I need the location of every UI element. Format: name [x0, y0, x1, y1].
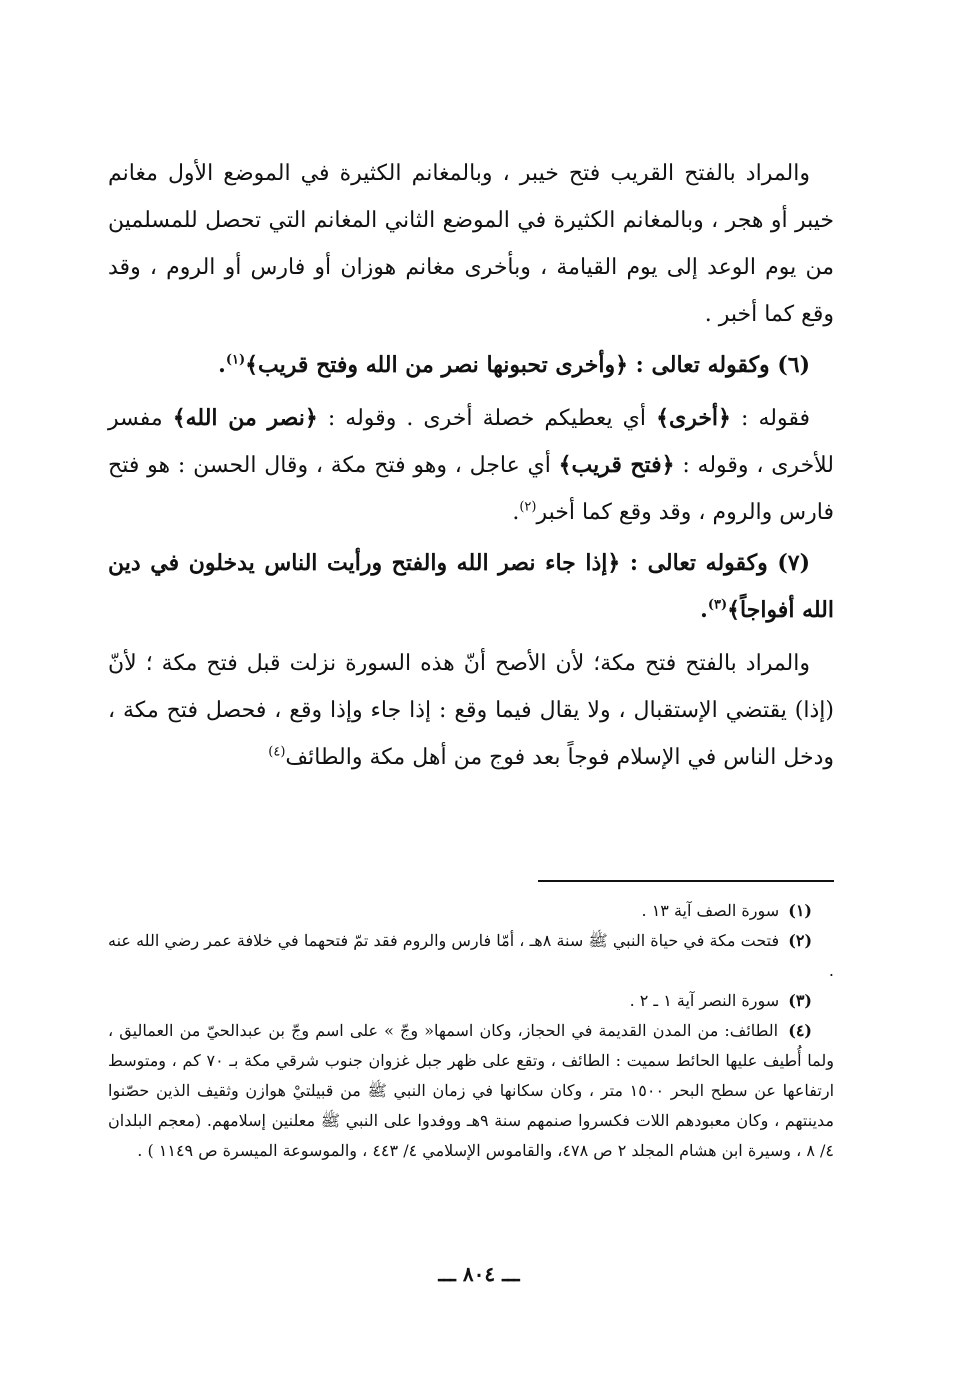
footnote-1-text: سورة الصف آية ١٣ .: [641, 901, 780, 920]
footnote-3: [108, 986, 834, 1016]
footnote-3-text: سورة النصر آية ١ ـ ٢ .: [629, 991, 780, 1010]
paragraph-1-text: والمراد بالفتح القريب فتح خيبر ، وبالمغانم الكثيرة في الموضع الأول مغانم خيبر أو هجر ، وبالمغانم الكثيرة في الموضع الثاني المغانم التي تحصل للمسلمين من يوم الوعد إلى يوم القيامة ، وبأخرى مغانم هوزان أو فارس أو الروم ، وقد وقع كما أخبر .: [108, 161, 834, 327]
paragraph-5-text: والمراد بالفتح فتح مكة؛ لأن الأصح أنّ هذه السورة نزلت قبل فتح مكة ؛ لأنّ (إذا) يقتضي الإستقبال ، ولا يقال فيما وقع : إذا جاء وإذا وقع ، فحصل فتح مكة ، ودخل الناس في الإسلام فوجاً بعد فوج من أهل مكة والطائف: [108, 651, 834, 770]
paragraph-3-text-5: .: [512, 500, 520, 525]
paragraph-1: [108, 150, 834, 338]
page-number: ـــ ٨٠٤ ـــ: [438, 1262, 520, 1286]
verse-6-prefix: (٦) وكقوله تعالى :: [628, 352, 810, 378]
verse-6-quran: ﴿وأخرى تحبونها نصر من الله وفتح قريب﴾: [245, 352, 628, 378]
paragraph-2-verse-6: [108, 342, 834, 389]
footnote-4-text: الطائف: من المدن القديمة في الحجاز، وكان اسمها« وجّ » على اسم وجّ بن عبدالحيّ من العماليق ، ولما أُطيف عليها الحائط سميت : الطائف ، وتقع على ظهر جبل غزوان جنوب شرقي مكة بـ ٧٠ كم ، ومتوسط ارتفاعها عن سطح البحر ١٥٠٠ متر ، وكان سكانها في زمان النبي ﷺ من قبيلتيْ هوازن وثقيف الذين حصّنوا مدينتهم ، وكان معبودهم اللات فكسروا صنمهم سنة ٩هـ ووفدوا على النبي ﷺ معلنين إسلامهم. (معجم البلدان ٤/ ٨ ، وسيرة ابن هشام المجلد ٢ ص ٤٧٨، والقاموس الإسلامي ٤/ ٤٤٣ ، والموسوعة الميسرة ص ١١٤٩ ) .: [108, 1021, 835, 1160]
quran-akhra: ﴿أخرى﴾: [656, 405, 731, 431]
verse-7-prefix: (٧) وكقوله تعالى :: [620, 550, 810, 576]
paragraph-3-text-1: فقوله :: [730, 406, 810, 431]
quran-fath-qarib: ﴿فتح قريب﴾: [558, 452, 675, 478]
footnote-4: [108, 1016, 834, 1166]
footnote-3-number: (٣): [788, 991, 812, 1010]
footnote-1-number: (١): [788, 901, 812, 920]
main-text: [108, 150, 834, 781]
paragraph-3: [108, 395, 834, 536]
footnote-2-number: (٢): [788, 931, 813, 950]
footnote-ref-2[interactable]: (٢): [519, 499, 537, 515]
footnote-ref-3[interactable]: (٣): [707, 597, 728, 613]
footnote-separator: [538, 880, 834, 882]
paragraph-3-text-2: أي يعطيكم خصلة أخرى . وقوله :: [317, 406, 657, 431]
paragraph-3-text-4: أي عاجل ، وهو فتح مكة ، وقال الحسن : هو فتح فارس والروم ، وقد وقع كما أخبر: [108, 453, 834, 525]
verse-6-suffix: .: [218, 352, 226, 378]
verse-7-quran: ﴿إذا جاء نصر الله والفتح ورأيت الناس يدخلون في دين الله أفواجاً﴾: [108, 550, 834, 623]
quran-nasr-min-allah: ﴿نصر من الله﴾: [172, 405, 318, 431]
footnote-ref-4[interactable]: (٤): [268, 744, 286, 760]
footnotes: [108, 896, 834, 1166]
footnote-1: [108, 896, 834, 926]
footnote-ref-1[interactable]: (١): [225, 352, 246, 368]
footnote-4-number: (٤): [788, 1021, 812, 1040]
paragraph-5: [108, 640, 834, 781]
footnote-2: [108, 926, 834, 986]
verse-7-suffix: .: [700, 597, 708, 623]
footnote-2-text: فتحت مكة في حياة النبي ﷺ سنة ٨هـ ، أمّا فارس والروم فقد تمّ فتحهما في خلافة عمر رضي الله عنه .: [108, 931, 834, 980]
paragraph-3-text-3: مفسر للأخرى ، وقوله :: [108, 406, 834, 478]
paragraph-4-verse-7: [108, 540, 834, 634]
